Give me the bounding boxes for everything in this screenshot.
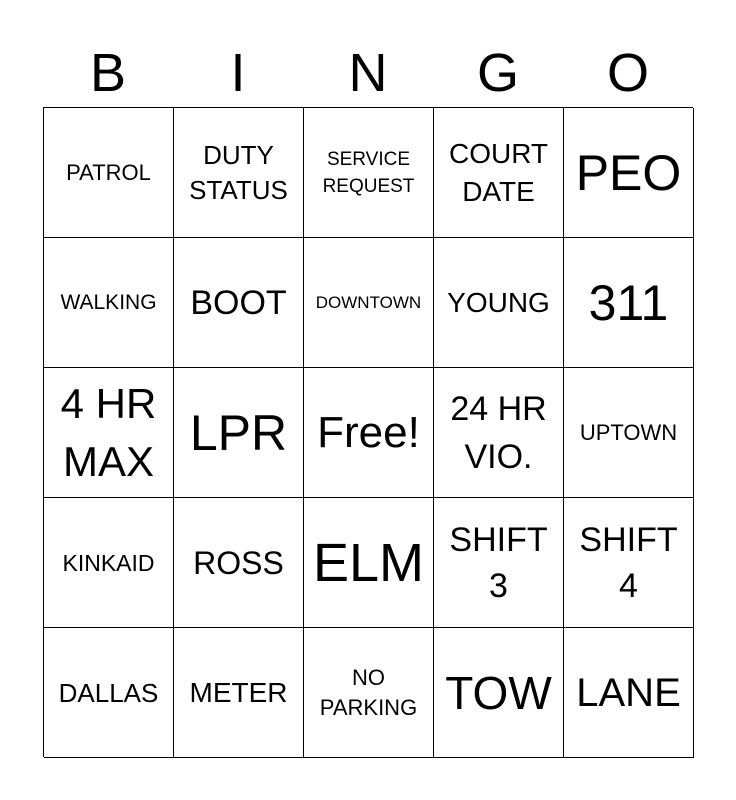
cell-label: SHIFT 4 xyxy=(579,520,678,605)
bingo-cell[interactable] xyxy=(174,368,304,498)
bingo-cell[interactable] xyxy=(304,368,434,498)
header-letter-g: G xyxy=(476,43,519,103)
bingo-cell[interactable] xyxy=(434,238,564,368)
bingo-cell[interactable] xyxy=(564,368,694,498)
bingo-cell[interactable] xyxy=(434,628,564,758)
bingo-cell[interactable] xyxy=(304,238,434,368)
cell-label: 4 HR MAX xyxy=(60,379,157,485)
cell-label: PATROL xyxy=(66,159,151,185)
bingo-cell[interactable] xyxy=(564,628,694,758)
cell-label: SHIFT 3 xyxy=(449,520,548,605)
bingo-cell[interactable] xyxy=(174,238,304,368)
cell-label: WALKING xyxy=(60,291,157,314)
bingo-cell[interactable] xyxy=(564,108,694,238)
bingo-cell[interactable] xyxy=(434,498,564,628)
bingo-board xyxy=(43,107,693,757)
bingo-cell[interactable] xyxy=(44,108,174,238)
header-letter-n: N xyxy=(348,43,388,103)
bingo-cell[interactable] xyxy=(44,238,174,368)
bingo-cell[interactable] xyxy=(304,108,434,238)
bingo-cell[interactable] xyxy=(44,368,174,498)
cell-label: 311 xyxy=(588,274,669,331)
cell-label: ELM xyxy=(312,532,425,593)
header-letter-o: O xyxy=(606,43,649,103)
cell-label: TOW xyxy=(445,666,552,719)
cell-label: NO PARKING xyxy=(319,664,418,720)
bingo-cell[interactable] xyxy=(174,108,304,238)
cell-label: KINKAID xyxy=(62,549,155,576)
header-letter-b: B xyxy=(89,43,127,103)
cell-label: DUTY STATUS xyxy=(189,139,288,205)
cell-label: PEO xyxy=(575,144,682,201)
bingo-cell[interactable] xyxy=(304,498,434,628)
cell-label: COURT DATE xyxy=(448,137,549,207)
bingo-cell[interactable] xyxy=(44,628,174,758)
cell-label: DALLAS xyxy=(58,677,159,708)
cell-label: BOOT xyxy=(190,283,287,322)
header-letter-i: I xyxy=(230,43,246,103)
bingo-cell[interactable] xyxy=(434,368,564,498)
bingo-cell[interactable] xyxy=(434,108,564,238)
cell-label: 24 HR VIO. xyxy=(450,389,547,476)
cell-label: YOUNG xyxy=(447,286,550,318)
bingo-cell[interactable] xyxy=(174,498,304,628)
cell-label: DOWNTOWN xyxy=(315,292,422,312)
cell-label: METER xyxy=(189,676,288,708)
cell-label: UPTOWN xyxy=(579,420,678,445)
bingo-cell[interactable] xyxy=(44,498,174,628)
bingo-cell[interactable] xyxy=(564,498,694,628)
cell-label: LANE xyxy=(576,670,681,715)
cell-label: SERVICE REQUEST xyxy=(322,148,415,197)
bingo-header xyxy=(43,40,693,106)
bingo-cell[interactable] xyxy=(304,628,434,758)
bingo-cell[interactable] xyxy=(564,238,694,368)
cell-label: Free! xyxy=(317,407,420,457)
cell-label: LPR xyxy=(189,404,288,461)
cell-label: ROSS xyxy=(193,544,284,581)
bingo-cell[interactable] xyxy=(174,628,304,758)
